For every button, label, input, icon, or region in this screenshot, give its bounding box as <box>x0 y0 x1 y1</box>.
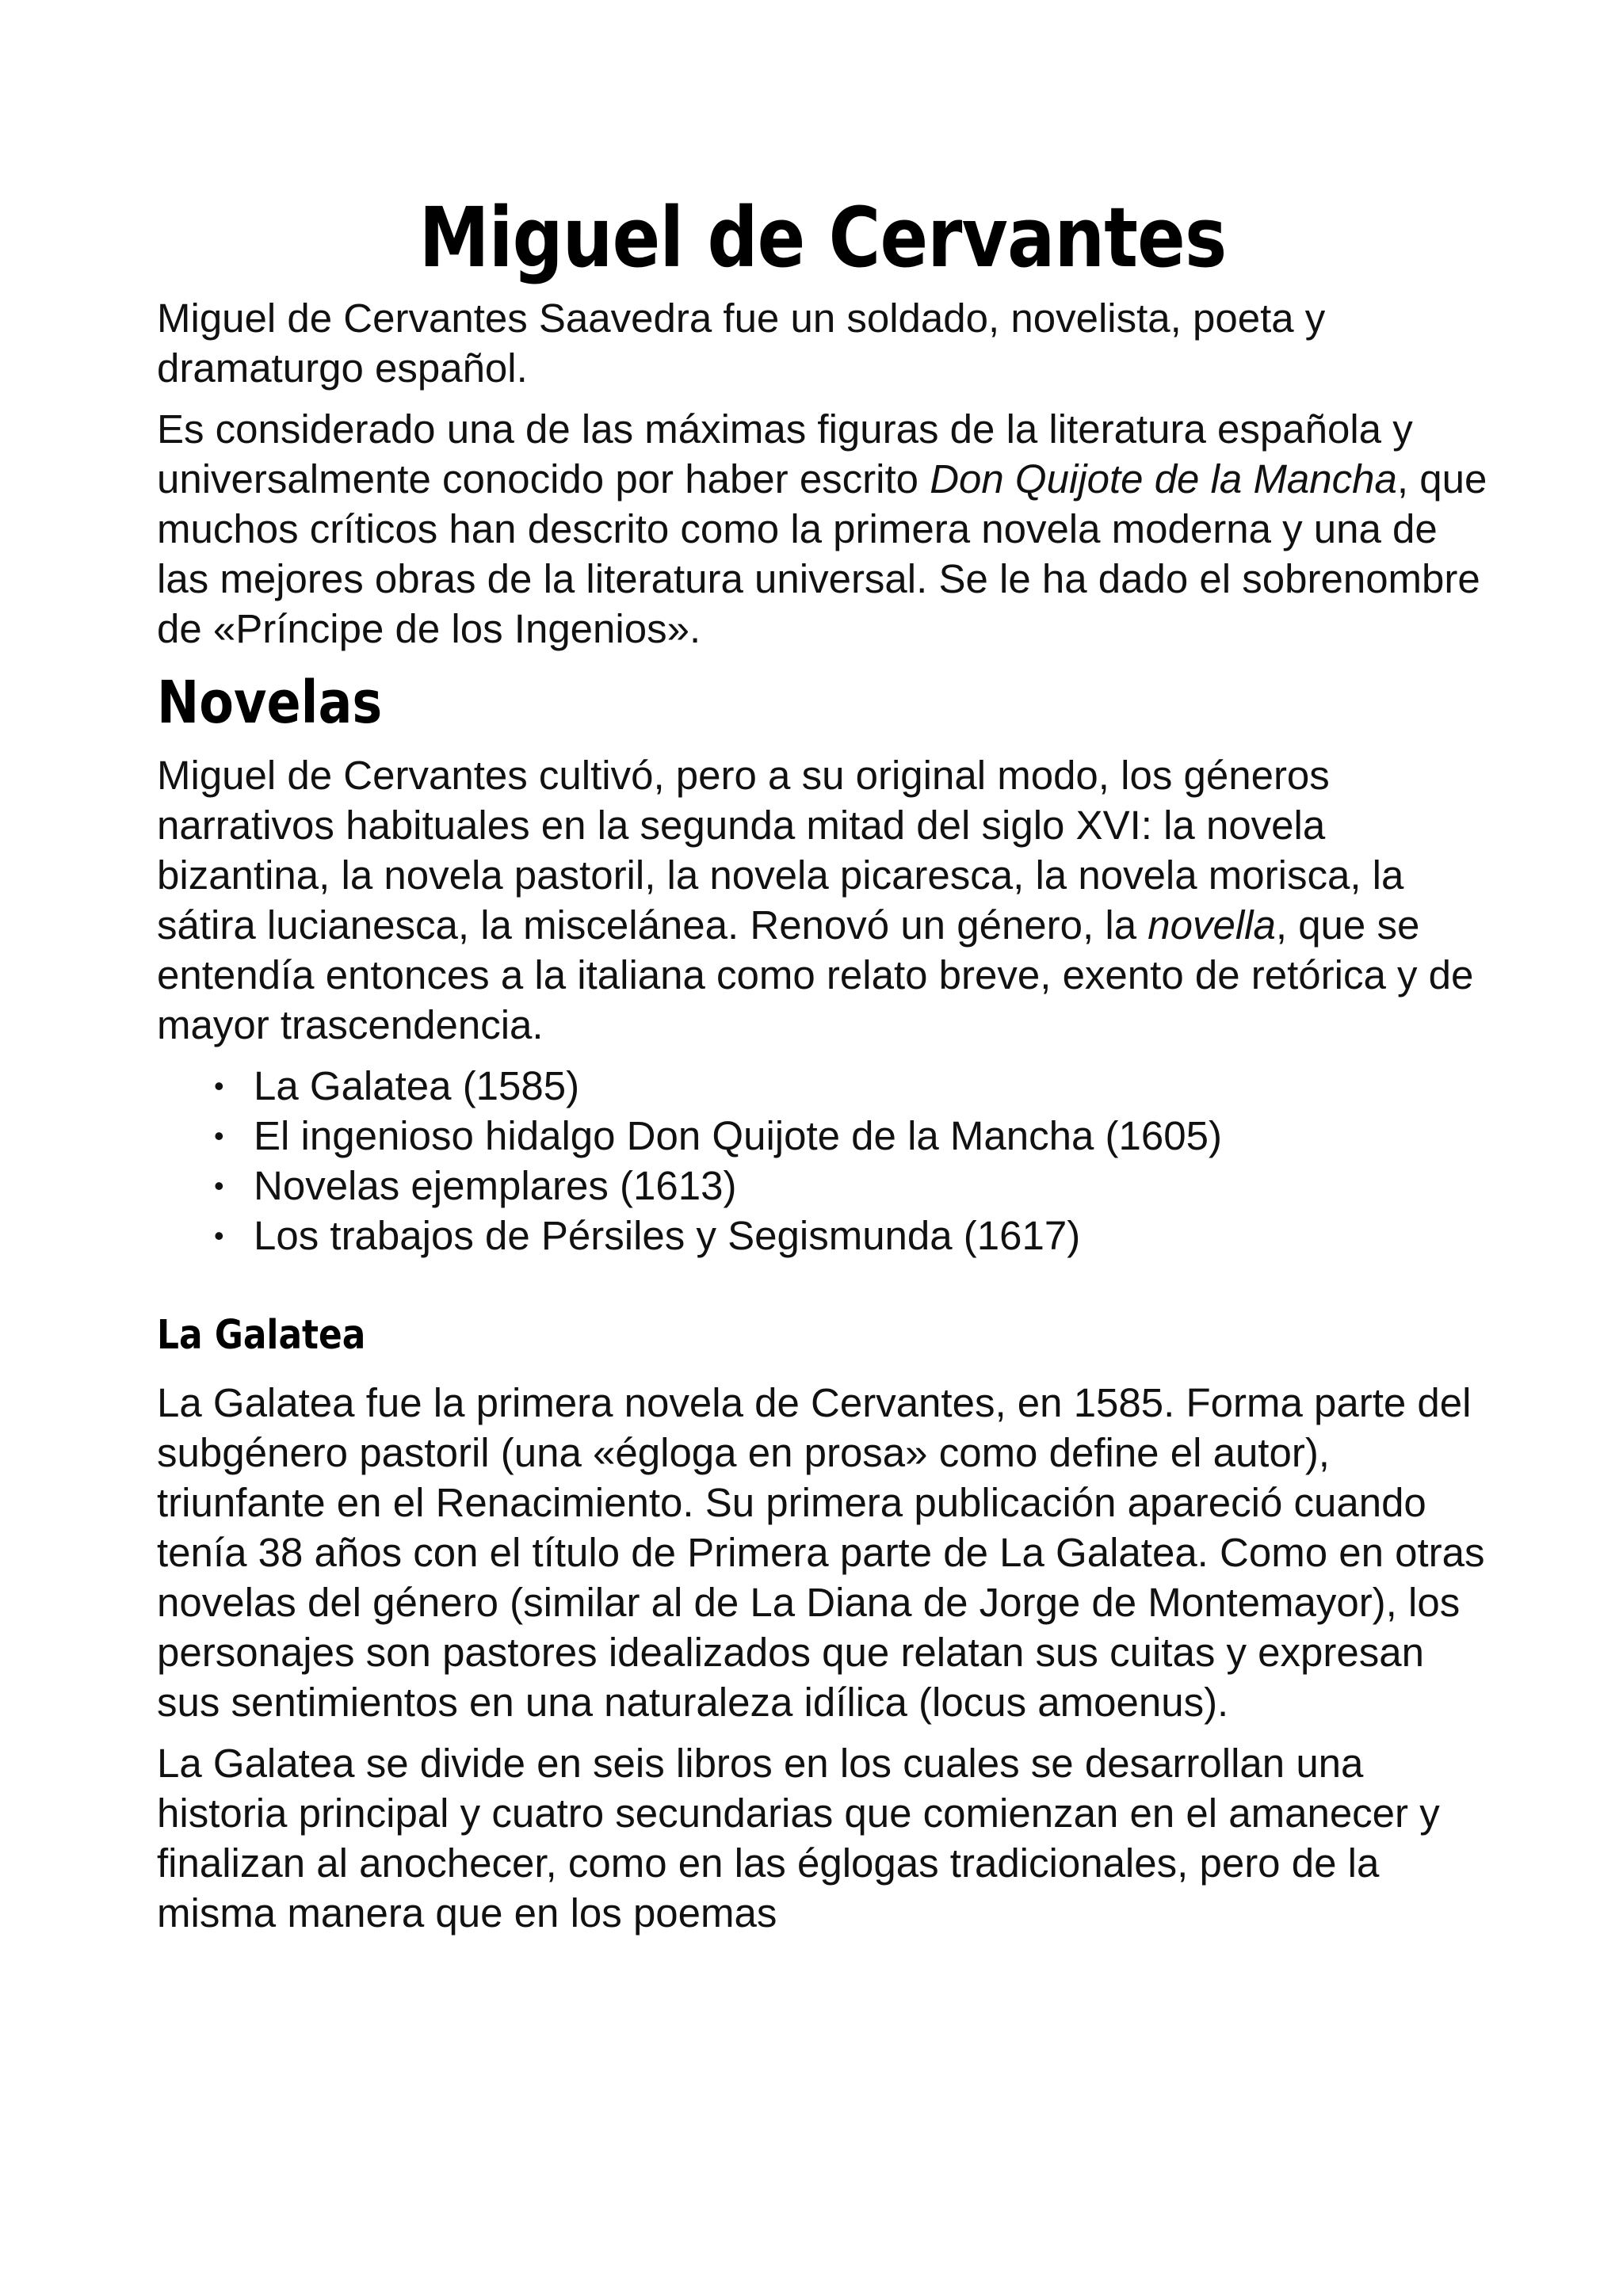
list-item: • Novelas ejemplares (1613) <box>214 1161 1488 1211</box>
galatea-paragraph-1: La Galatea fue la primera novela de Cervantes, en 1585. Forma parte del subgénero pastoril (una «égloga en prosa» como define el autor), triunfante en el Renacimiento. Su primera publicación apareció cuando tenía 38 años con el título de Primera parte de La Galatea. Como en otras novelas del género (similar al de La Diana de Jorge de Montemayor), los personajes son pastores idealizados que relatan sus cuitas y expresan sus sentimientos en una naturaleza idílica (locus amoenus). <box>157 1380 1485 1725</box>
galatea-paragraph-2: La Galatea se divide en seis libros en los cuales se desarrollan una historia principal y cuatro secundarias que comienzan en el amanecer y finalizan al anochecer, como en las églogas tradicionales, pero de la misma manera que en los poemas <box>157 1741 1440 1936</box>
intro-paragraph-2 <box>157 404 1488 654</box>
intro-paragraph-1: Miguel de Cervantes Saavedra fue un soldado, novelista, poeta y dramaturgo español. <box>157 296 1326 391</box>
document-page <box>157 182 1488 1949</box>
novels-list <box>157 1061 1488 1261</box>
novelas-paragraph <box>157 750 1488 1050</box>
intro-paragraph-2-text-end: , que muchos críticos han descrito como la primera novela moderna y una de las mejores obras de la literatura universal. Se le ha dado el sobrenombre de «Príncipe de los Ingenios». <box>157 456 1487 651</box>
section-heading-la-galatea: La Galatea <box>157 1312 366 1359</box>
novelas-paragraph-text-end: , que se entendía entonces a la italiana como relato breve, exento de retórica y de mayor trascendencia. <box>157 902 1474 1047</box>
term-novella: novella <box>1148 902 1276 948</box>
intro-paragraph-2-text: Es considerado una de las máximas figuras de la literatura española y universalmente conocido por haber escrito <box>157 406 1413 502</box>
section-heading-novelas: Novelas <box>157 669 383 737</box>
list-item: • El ingenioso hidalgo Don Quijote de la Mancha (1605) <box>214 1111 1488 1161</box>
page-title: Miguel de Cervantes <box>418 189 1227 286</box>
list-item: • Los trabajos de Pérsiles y Segismunda (1617) <box>214 1211 1488 1261</box>
list-item: • La Galatea (1585) <box>214 1061 1488 1111</box>
novelas-paragraph-text: Miguel de Cervantes cultivó, pero a su original modo, los géneros narrativos habituales en la segunda mitad del siglo XVI: la novela bizantina, la novela pastoril, la novela picaresca, la novela morisca, la sátira lucianesca, la miscelánea. Renovó un género, la <box>157 753 1404 948</box>
work-title-don-quijote: Don Quijote de la Mancha <box>930 456 1397 502</box>
